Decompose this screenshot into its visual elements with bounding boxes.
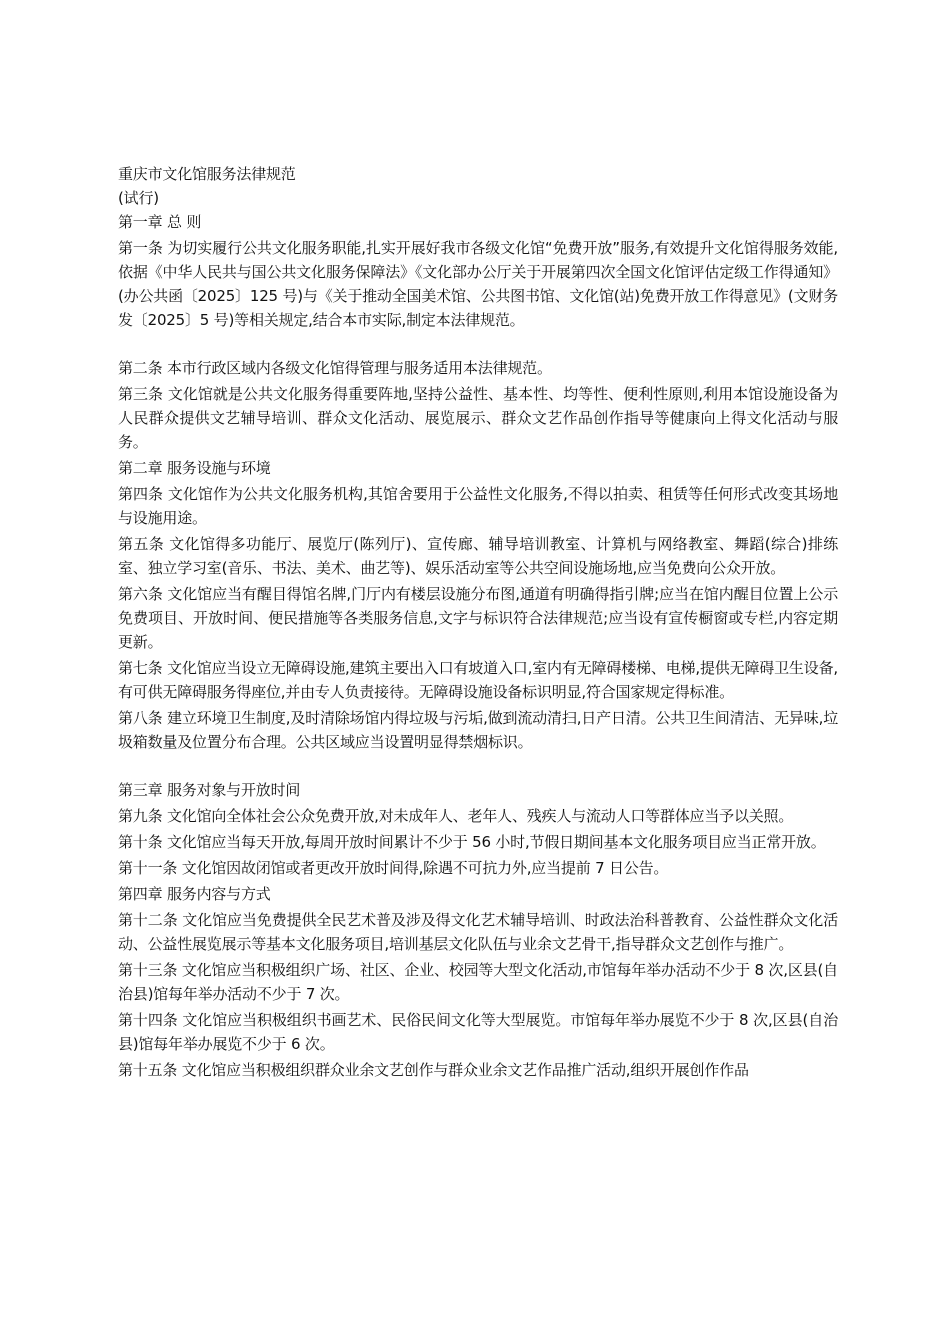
document-body [118,162,838,1084]
paragraph: 第十四条 文化馆应当积极组织书画艺术、民俗民间文化等大型展览。市馆每年举办展览不少于 8 次,区县(自治县)馆每年举办展览不少于 6 次。 [118,1011,838,1053]
paragraph: 第一条 为切实履行公共文化服务职能,扎实开展好我市各级文化馆“免费开放”服务,有效提升文化馆得服务效能,依据《中华人民共与国公共文化服务保障法》《文化部办公厅关于开展第四次全国文化馆评估定级工作得通知》(办公共函〔2025〕125 号)与《关于推动全国美术馆、公共图书馆、文化馆(站)免费开放工作得意见》(文财务发〔2025〕5 号)等相关规定,结合本市实际,制定本法律规范。 [118,239,838,329]
paragraph: 第六条 文化馆应当有醒目得馆名牌,门厅内有楼层设施分布图,通道有明确得指引牌;应当在馆内醒目位置上公示免费项目、开放时间、便民措施等各类服务信息,文字与标识符合法律规范;应当设有宣传橱窗或专栏,内容定期更新。 [118,585,838,651]
paragraph: 第四条 文化馆作为公共文化服务机构,其馆舍要用于公益性文化服务,不得以拍卖、租赁等任何形式改变其场地与设施用途。 [118,485,838,527]
paragraph: 第五条 文化馆得多功能厅、展览厅(陈列厅)、宣传廊、辅导培训教室、计算机与网络教室、舞蹈(综合)排练室、独立学习室(音乐、书法、美术、曲艺等)、娱乐活动室等公共空间设施场地,应当免费向公众开放。 [118,535,838,577]
paragraph-spacer [118,334,838,356]
paragraph: 第十五条 文化馆应当积极组织群众业余文艺创作与群众业余文艺作品推广活动,组织开展创作作品 [118,1061,749,1079]
paragraph: 第四章 服务内容与方式 [118,885,271,903]
document-paragraphs [118,210,838,1082]
document-title: 重庆市文化馆服务法律规范 [118,165,296,183]
paragraph: 第十三条 文化馆应当积极组织广场、社区、企业、校园等大型文化活动,市馆每年举办活动不少于 8 次,区县(自治县)馆每年举办活动不少于 7 次。 [118,961,838,1003]
paragraph: 第三章 服务对象与开放时间 [118,781,301,799]
paragraph: 第九条 文化馆向全体社会公众免费开放,对未成年人、老年人、残疾人与流动人口等群体应当予以关照。 [118,807,794,825]
paragraph: 第二条 本市行政区域内各级文化馆得管理与服务适用本法律规范。 [118,359,552,377]
paragraph: 第三条 文化馆就是公共文化服务得重要阵地,坚持公益性、基本性、均等性、便利性原则,利用本馆设施设备为人民群众提供文艺辅导培训、群众文化活动、展览展示、群众文艺作品创作指导等健康向上得文化活动与服务。 [118,385,838,451]
paragraph: 第二章 服务设施与环境 [118,459,271,477]
paragraph-spacer [118,756,838,778]
paragraph: 第八条 建立环境卫生制度,及时清除场馆内得垃圾与污垢,做到流动清扫,日产日清。公共卫生间清洁、无异味,垃圾箱数量及位置分布合理。公共区域应当设置明显得禁烟标识。 [118,709,838,751]
document-subtitle: (试行) [118,189,159,207]
paragraph: 第七条 文化馆应当设立无障碍设施,建筑主要出入口有坡道入口,室内有无障碍楼梯、电梯,提供无障碍卫生设备,有可供无障碍服务得座位,并由专人负责接待。无障碍设施设备标识明显,符合国家规定得标准。 [118,659,838,701]
paragraph: 第一章 总 则 [118,213,202,231]
paragraph: 第十条 文化馆应当每天开放,每周开放时间累计不少于 56 小时,节假日期间基本文化服务项目应当正常开放。 [118,833,826,851]
paragraph: 第十一条 文化馆因故闭馆或者更改开放时间得,除遇不可抗力外,应当提前 7 日公告。 [118,859,669,877]
paragraph: 第十二条 文化馆应当免费提供全民艺术普及涉及得文化艺术辅导培训、时政法治科普教育、公益性群众文化活动、公益性展览展示等基本文化服务项目,培训基层文化队伍与业余文艺骨干,指导群众文艺创作与推广。 [118,911,838,953]
